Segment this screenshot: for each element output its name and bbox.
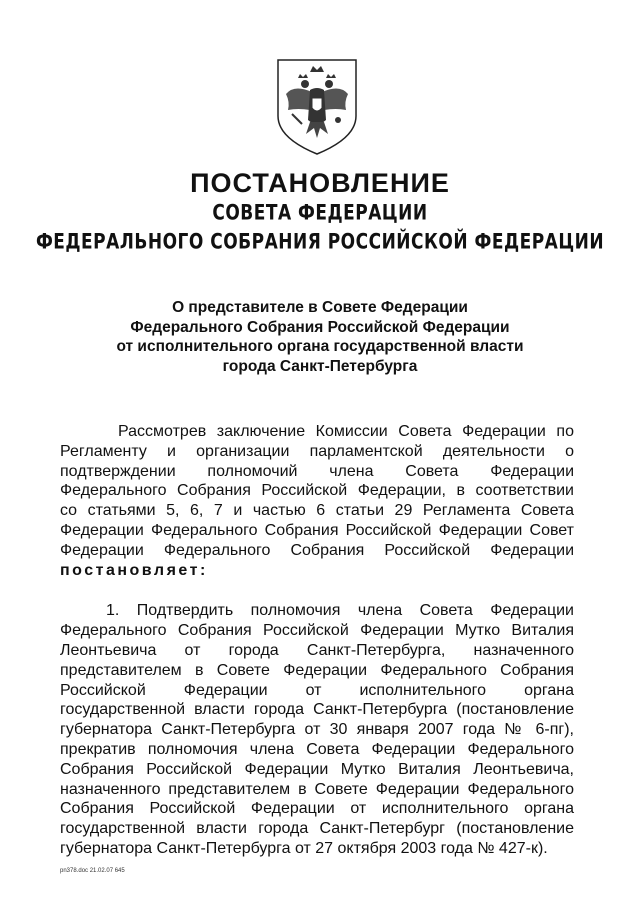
text-line: губернатора Санкт-Петербурга от 27 октября 2003 года № 427-к). bbox=[60, 839, 548, 857]
issuer-line-1: СОВЕТА ФЕДЕРАЦИИ bbox=[212, 200, 428, 226]
decree-word: постановляет: bbox=[60, 561, 208, 579]
text-line: Рассмотрев заключение Комиссии Совета Федерации по bbox=[118, 423, 574, 440]
text-line: со статьями 5, 6, 7 и частью 6 статьи 29 Регламента Совета bbox=[60, 502, 574, 520]
heading-line: Федерального Собрания Российской Федерации bbox=[130, 318, 510, 336]
text-line: Федерации Федерального Собрания Российской Федерации bbox=[60, 541, 574, 559]
text-line: Леонтьевича от города Санкт-Петербурга, назначенного bbox=[60, 641, 574, 659]
text-line: государственной власти города Санкт-Петербурга (постановление bbox=[60, 701, 574, 719]
text-line: Федерального Собрания Российской Федерации Мутко Виталия bbox=[60, 622, 574, 640]
text-line: губернатора Санкт-Петербурга от 30 января 2007 года № 6-пг), bbox=[60, 721, 574, 739]
heading-line: города Санкт-Петербурга bbox=[222, 357, 418, 375]
text-line: Российской Федерации от исполнительного органа bbox=[60, 681, 574, 699]
document-title: ПОСТАНОВЛЕНИЕ bbox=[190, 168, 450, 198]
document-footer-code: pn378.doc 21.02.07 645 bbox=[60, 868, 125, 874]
text-line: Федерации Федерального Собрания Российской Федерации Совет bbox=[60, 521, 574, 539]
text-line: Регламенту и организации парламентской деятельности о bbox=[60, 442, 574, 460]
item-1-paragraph bbox=[60, 601, 574, 858]
issuer-line-2: ФЕДЕРАЛЬНОГО СОБРАНИЯ РОССИЙСКОЙ ФЕДЕРАЦИИ bbox=[35, 229, 605, 255]
preamble-paragraph bbox=[60, 422, 574, 580]
text-line: представителем в Совете Федерации Федерального Собрания bbox=[60, 661, 574, 679]
text-line: государственной власти города Санкт-Петербург (постановление bbox=[60, 820, 574, 838]
text-line: подтверждении полномочий члена Совета Федерации bbox=[60, 462, 574, 480]
heading-line: от исполнительного органа государственной власти bbox=[116, 338, 524, 355]
text-line: 1. Подтвердить полномочия члена Совета Федерации bbox=[106, 602, 574, 620]
text-line: Федерального Собрания Российской Федерации, в соответствии bbox=[60, 482, 574, 500]
text-line: назначенного представителем в Совете Федерации Федерального bbox=[60, 780, 574, 798]
heading-line: О представителе в Совете Федерации bbox=[172, 299, 468, 316]
russian-coat-of-arms-icon bbox=[272, 58, 362, 156]
document-heading bbox=[0, 298, 640, 376]
document-body bbox=[60, 422, 574, 859]
text-line: прекратив полномочия члена Совета Федерации Федерального bbox=[60, 740, 574, 758]
text-line: Собрания Российской Федерации от исполнительного органа bbox=[60, 800, 574, 818]
text-line: Собрания Российской Федерации Мутко Виталия Леонтьевича, bbox=[60, 760, 574, 778]
